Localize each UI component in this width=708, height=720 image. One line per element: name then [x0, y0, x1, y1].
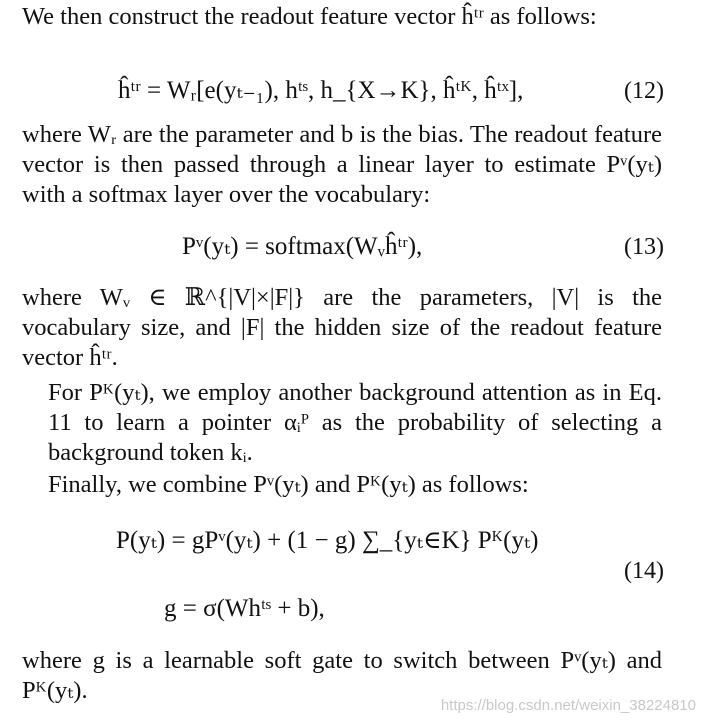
equation-14-number: (14)	[624, 558, 664, 584]
paragraph-background-attention: For Pᴷ(yₜ), we employ another background attention as in Eq. 11 to learn a pointer αᵢᴾ as the probability of selecting a background token kᵢ.	[48, 379, 662, 466]
equation-12: ĥᵗʳ = Wᵣ[e(yₜ₋₁), hᵗˢ, h_{X→K}, ĥᵗᴷ, ĥᵗˣ],	[118, 77, 524, 104]
watermark-url: https://blog.csdn.net/weixin_38224810	[440, 697, 696, 714]
paragraph-soft-gate: where g is a learnable soft gate to switch between Pᵛ(yₜ) and Pᴷ(yₜ).	[22, 647, 662, 704]
equation-14-line-2: g = σ(Whᵗˢ + b),	[164, 595, 325, 622]
paragraph-parameters: where Wᵥ ∈ ℝ^{|V|×|F|} are the parameters, |V| is the vocabulary size, and |F| the hidden size of the readout feature vector ĥᵗʳ.	[22, 284, 662, 371]
paragraph-readout-intro: We then construct the readout feature vector ĥᵗʳ as follows:	[22, 3, 597, 30]
equation-12-number: (12)	[624, 78, 664, 104]
paragraph-combine-intro: Finally, we combine Pᵛ(yₜ) and Pᴷ(yₜ) as follows:	[48, 471, 529, 498]
equation-14-line-1: P(yₜ) = gPᵛ(yₜ) + (1 − g) ∑_{yₜ∈K} Pᴷ(yₜ)	[116, 527, 539, 554]
paragraph-readout-description: where Wᵣ are the parameter and b is the bias. The readout feature vector is then passed through a linear layer to estimate Pᵛ(yₜ) with a softmax layer over the vocabulary:	[22, 121, 662, 208]
equation-13: Pᵛ(yₜ) = softmax(Wᵥĥᵗʳ),	[182, 233, 423, 260]
equation-13-number: (13)	[624, 234, 664, 260]
